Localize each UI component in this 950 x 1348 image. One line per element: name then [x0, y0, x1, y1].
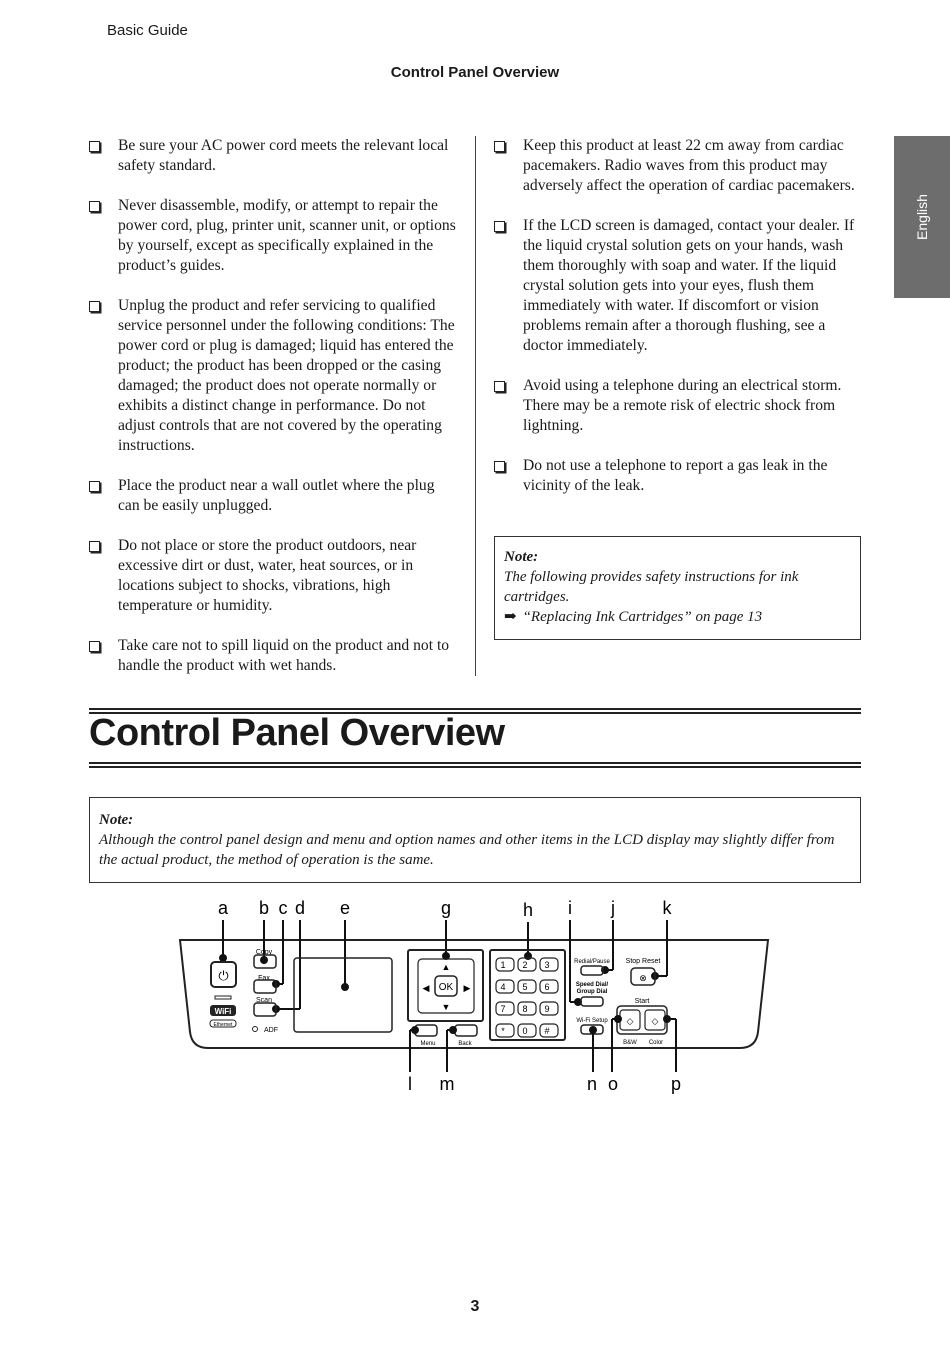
ok-label: OK: [438, 982, 454, 993]
right-arrow-icon[interactable]: ▶: [463, 983, 471, 993]
lcd-screen: [294, 958, 392, 1032]
list-item-text: Unplug the product and refer servicing to qualified service personnel under the following conditions: The power cord or plug is damaged; liquid has entered the product; the product has been dropped or the casing damaged; the product does not operate normally or exhibits a distinct change in performance. Do not adjust controls that are not covered by the operating instructions.: [118, 297, 455, 454]
list-item: [89, 136, 459, 176]
speed-dial-button[interactable]: [581, 997, 603, 1006]
numeric-keypad: [496, 958, 558, 1037]
callout-m: m: [439, 1074, 455, 1094]
keypad-key[interactable]: [496, 1024, 514, 1037]
wifi-logo-text: WiFi: [214, 1007, 232, 1016]
callout-b: b: [258, 898, 270, 918]
stop-reset-label: Stop Reset: [625, 958, 661, 965]
checkbox-bullet-icon: [494, 221, 505, 232]
list-item: [494, 376, 864, 436]
list-item-text: Avoid using a telephone during an electrical storm. There may be a remote risk of electric shock from lightning.: [523, 377, 842, 434]
keypad-key-label: 1: [500, 960, 506, 970]
ethernet-logo-text: Ethernet: [213, 1022, 233, 1028]
checkbox-bullet-icon: [89, 541, 100, 552]
back-label: Back: [458, 1041, 472, 1047]
copy-label: Copy: [255, 949, 273, 956]
callout-o: o: [607, 1074, 619, 1094]
keypad-key-label: 6: [544, 982, 550, 992]
checkbox-bullet-icon: [89, 301, 100, 312]
keypad-key-label: 0: [522, 1026, 528, 1036]
adf-led: [253, 1027, 258, 1032]
list-item: [494, 136, 864, 196]
page-number: 3: [470, 1298, 480, 1315]
list-item: [494, 216, 864, 356]
callout-g: g: [440, 898, 452, 918]
arrow-right-icon: ➡: [504, 609, 517, 625]
adf-label: ADF: [264, 1027, 278, 1034]
back-button[interactable]: [455, 1025, 477, 1036]
note-link-row[interactable]: [504, 607, 850, 627]
callout-n: n: [586, 1074, 598, 1094]
redial-pause-label: Redial/Pause: [574, 959, 610, 965]
callout-l: l: [408, 1074, 412, 1094]
column-divider: [475, 136, 476, 676]
keypad-key-label: 9: [544, 1004, 550, 1014]
control-panel-diagram: [170, 892, 780, 1102]
scan-label: Scan: [256, 997, 272, 1004]
callout-k: k: [662, 898, 672, 918]
keypad-key-label: 8: [522, 1004, 528, 1014]
list-item-text: Be sure your AC power cord meets the relevant local safety standard.: [118, 137, 449, 174]
callout-d: d: [294, 898, 306, 918]
redial-pause-button[interactable]: [581, 966, 603, 975]
color-label: Color: [648, 1040, 664, 1046]
keypad-key-label: 2: [522, 960, 528, 970]
keypad-key-label: 5: [522, 982, 528, 992]
note-text: The following provides safety instructions for ink cartridges.: [504, 569, 799, 605]
list-item: [89, 296, 459, 456]
list-item-text: Never disassemble, modify, or attempt to repair the power cord, plug, printer unit, scanner unit, or options by yourself, except as specifically explained in the product’s guides.: [118, 197, 456, 274]
start-label: Start: [634, 998, 650, 1005]
note-text: Although the control panel design and menu and option names and other items in the LCD display may slightly differ from the actual product, the method of operation is the same.: [99, 832, 835, 868]
list-item-text: Do not use a telephone to report a gas leak in the vicinity of the leak.: [523, 457, 828, 494]
callout-h: h: [522, 900, 534, 920]
fax-label: Fax: [258, 975, 270, 982]
keypad-key-label: #: [544, 1026, 550, 1036]
bw-label: B&W: [623, 1040, 637, 1046]
control-panel-note-box: [89, 797, 861, 883]
checkbox-bullet-icon: [494, 141, 505, 152]
list-item-text: Take care not to spill liquid on the product and not to handle the product with wet hands.: [118, 637, 450, 674]
checkbox-bullet-icon: [89, 201, 100, 212]
ink-note-box: [494, 536, 861, 640]
list-item-text: If the LCD screen is damaged, contact your dealer. If the liquid crystal solution gets on your hands, wash them thoroughly with soap and water. If the liquid crystal solution gets into your eyes, flush them immediately with water. If discomfort or vision problems remain after a thorough flushing, see a doctor immediately.: [523, 217, 855, 354]
list-item: [494, 456, 864, 496]
callout-e: e: [339, 898, 351, 918]
stop-icon: ⊗: [639, 973, 647, 983]
language-tab: [894, 136, 950, 298]
start-color-icon: ◇: [651, 1016, 659, 1026]
power-led: [215, 996, 231, 999]
keypad-key-label: *: [501, 1026, 505, 1036]
start-bw-icon: ◇: [626, 1016, 634, 1026]
keypad-key-label: 3: [544, 960, 550, 970]
note-title: Note:: [99, 812, 134, 828]
left-arrow-icon[interactable]: ◀: [422, 983, 430, 993]
callout-p: p: [670, 1074, 682, 1094]
list-item: [89, 636, 459, 676]
callout-a: a: [217, 898, 229, 918]
checkbox-bullet-icon: [89, 481, 100, 492]
checkbox-bullet-icon: [494, 461, 505, 472]
guide-title: Basic Guide: [107, 22, 188, 39]
group-dial-label: Group Dial: [576, 989, 608, 995]
note-title: Note:: [504, 549, 539, 565]
callout-c: c: [278, 898, 288, 918]
running-head: Control Panel Overview: [390, 64, 560, 81]
down-arrow-icon[interactable]: ▼: [441, 1002, 451, 1012]
list-item-text: Place the product near a wall outlet where the plug can be easily unplugged.: [118, 477, 435, 514]
left-safety-column: [89, 136, 459, 696]
checkbox-bullet-icon: [89, 141, 100, 152]
keypad-key-label: 7: [500, 1004, 506, 1014]
menu-label: Menu: [420, 1041, 436, 1047]
speed-dial-label: Speed Dial/: [575, 982, 609, 988]
wifi-setup-label: Wi-Fi Setup: [576, 1018, 608, 1024]
list-item: [89, 196, 459, 276]
power-icon: ⏻: [218, 968, 229, 983]
keypad-key-label: 4: [500, 982, 506, 992]
section-title: Control Panel Overview: [89, 712, 505, 754]
list-item: [89, 536, 459, 616]
section-bottom-rule: [89, 762, 861, 764]
list-item-text: Do not place or store the product outdoors, near excessive dirt or dust, water, heat sources, or in locations subject to shocks, vibrations, high temperature or humidity.: [118, 537, 417, 614]
callout-j: j: [611, 898, 615, 918]
checkbox-bullet-icon: [89, 641, 100, 652]
section-top-rule: [89, 708, 861, 710]
list-item-text: Keep this product at least 22 cm away from cardiac pacemakers. Radio waves from this product may adversely affect the operation of cardiac pacemakers.: [523, 137, 855, 194]
list-item: [89, 476, 459, 516]
section-bottom-rule: [89, 766, 861, 768]
language-tab-label: English: [914, 194, 930, 240]
cross-reference-link[interactable]: “Replacing Ink Cartridges” on page 13: [522, 609, 763, 625]
checkbox-bullet-icon: [494, 381, 505, 392]
callout-i: i: [568, 898, 572, 918]
up-arrow-icon[interactable]: ▲: [441, 962, 451, 972]
right-safety-column: [494, 136, 864, 516]
